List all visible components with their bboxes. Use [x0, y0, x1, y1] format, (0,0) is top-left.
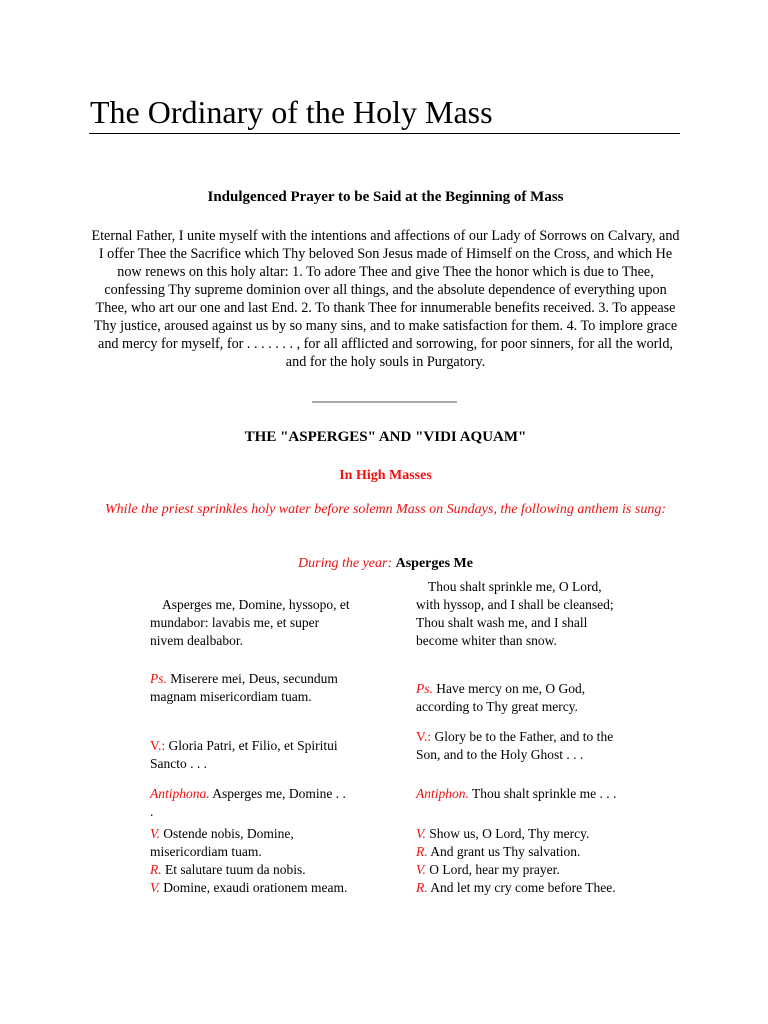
- english-r1-label: R.: [416, 844, 428, 859]
- latin-v2-text: Domine, exaudi orationem meam.: [163, 880, 348, 895]
- english-v2-label: V.: [416, 862, 426, 877]
- prayer-text: Eternal Father, I unite myself with the intentions and affections of our Lady of Sorrows on Calvary, and I offer Thee the Sacrifice which Thy beloved Son Jesus made of Himself on the Cross, and which He now renews on this holy altar: 1. To adore Thee and give Thee the honor which is due to Thee, confessing Thy supreme dominion over all things, and the absolute dependence of everything upon Thee, who art our one and last End. 2. To thank Thee for innumerable benefits received. 3. To appease Thy justice, aroused against us by so many sins, and to make satisfaction for them. 4. To implore grace and mercy for myself, for . . . . . . . , for all afflicted and sorrowing, for poor sinners, for all the world, and for the holy souls in Purgatory.: [91, 228, 680, 370]
- english-antiphon-short: [416, 785, 626, 803]
- latin-gloria: [150, 737, 350, 773]
- english-response-2: [416, 879, 626, 897]
- latin-v1-label: V.: [150, 826, 160, 841]
- english-v1-label: V.: [416, 826, 426, 841]
- title-divider: [89, 133, 680, 134]
- english-gloria-text: Glory be to the Father, and to the Son, and to the Holy Ghost . . .: [416, 729, 614, 762]
- english-antiphon-label: Antiphon.: [416, 786, 469, 801]
- english-r2-text: And let my cry come before Thee.: [430, 880, 616, 895]
- latin-versicles: [150, 825, 350, 897]
- english-versicle-2: [416, 861, 626, 879]
- during-year-name: Asperges Me: [395, 556, 473, 571]
- latin-versicle-1: [150, 825, 350, 861]
- section-heading: THE "ASPERGES" AND "VIDI AQUAM": [244, 429, 527, 445]
- latin-gloria-text: Gloria Patri, et Filio, et Spiritui Sancto . . .: [150, 738, 338, 771]
- english-response-1: [416, 843, 626, 861]
- english-antiphon: Thou shalt sprinkle me, O Lord, with hyssop, and I shall be cleansed; Thou shalt wash me, and I shall become whiter than snow.: [416, 579, 614, 648]
- english-gloria: [416, 728, 626, 764]
- during-year-label: During the year:: [298, 556, 393, 571]
- english-r2-label: R.: [416, 880, 428, 895]
- latin-versicle-2: [150, 879, 350, 897]
- english-v2-text: O Lord, hear my prayer.: [429, 862, 560, 877]
- latin-psalm: [150, 670, 350, 706]
- english-psalm-label: Ps.: [416, 681, 433, 696]
- page-title: The Ordinary of the Holy Mass: [90, 94, 493, 130]
- section-divider: [312, 401, 457, 403]
- latin-v2-label: V.: [150, 880, 160, 895]
- latin-psalm-text: Miserere mei, Deus, secundum magnam misericordiam tuam.: [150, 671, 338, 704]
- english-gloria-label: V.:: [416, 729, 432, 744]
- latin-v1-text: Ostende nobis, Domine, misericordiam tuam.: [150, 826, 294, 859]
- latin-antiphona: [150, 785, 350, 821]
- rubric-text: While the priest sprinkles holy water before solemn Mass on Sundays, the following anthem is sung:: [105, 502, 666, 517]
- english-v1-text: Show us, O Lord, Thy mercy.: [429, 826, 590, 841]
- latin-psalm-label: Ps.: [150, 671, 167, 686]
- latin-antiphona-label: Antiphona.: [150, 786, 210, 801]
- during-year-line: [90, 555, 681, 573]
- latin-antiphona-text: Asperges me, Domine . . .: [150, 786, 346, 819]
- english-versicle-1: [416, 825, 626, 843]
- latin-r1-text: Et salutare tuum da nobis.: [165, 862, 306, 877]
- latin-r1-label: R.: [150, 862, 162, 877]
- high-masses-heading: In High Masses: [339, 468, 432, 483]
- english-antiphon-short-text: Thou shalt sprinkle me . . .: [472, 786, 617, 801]
- latin-gloria-label: V.:: [150, 738, 166, 753]
- prayer-heading: Indulgenced Prayer to be Said at the Beginning of Mass: [207, 189, 564, 205]
- english-r1-text: And grant us Thy salvation.: [430, 844, 581, 859]
- english-versicles: [416, 825, 626, 897]
- latin-antiphon: Asperges me, Domine, hyssopo, et mundabor: lavabis me, et super nivem dealbabor.: [150, 597, 350, 648]
- latin-response-1: [150, 861, 350, 879]
- english-psalm: [416, 680, 626, 716]
- english-psalm-text: Have mercy on me, O God, according to Thy great mercy.: [416, 681, 586, 714]
